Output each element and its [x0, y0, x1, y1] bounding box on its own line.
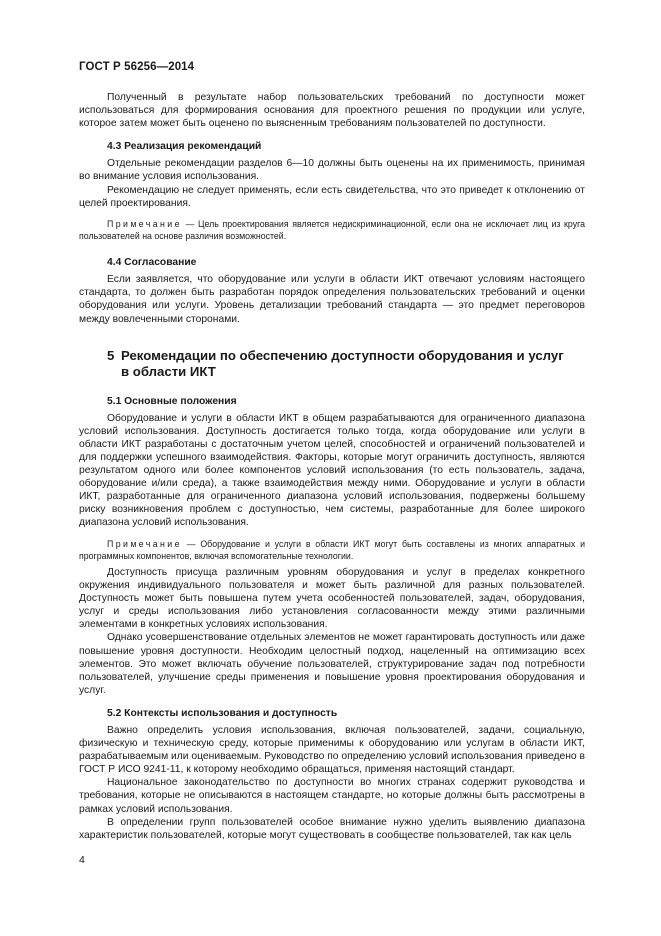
section-heading-4-4: 4.4 Согласование: [107, 257, 197, 269]
section-heading-4-3: 4.3 Реализация рекомендаций: [107, 141, 262, 153]
page-body: [79, 91, 585, 842]
paragraph-holistic-approach: Однако усовершенствование отдельных элементов не может гарантировать доступность или даже повышение уровня доступности. Необходим целостный подход, нацеленный на оптимизацию всех элементов. Это может включать обучение пользователей, структурирование задач под потребности пользователей, улучшение среды применения и повышение уровня проектирования оборудования и услуг.: [79, 632, 585, 696]
paragraph-recommendations-evaluation: Отдельные рекомендации разделов 6—10 должны быть оценены на их применимость, принимая во внимание условия использования.: [79, 158, 585, 183]
paragraph-context-of-use: Важно определить условия использования, включая пользователей, задачи, социальную, физическую и техническую среду, которые применимы к оборудованию или услугам в области ИКТ, разрабатываемым или оцениваемым. Руководство по определению условий использования приведено в ГОСТ Р ИСО 9241-11, к которому необходимо обращаться, применяя настоящий стандарт.: [79, 725, 585, 776]
note-text: — Оборудование и услуги в области ИКТ могут быть составлены из многих аппаратных и программных компонентов, включая вспомогательные технологии.: [79, 538, 585, 561]
chapter-heading-5: [79, 348, 585, 381]
section-heading-5-2: 5.2 Контексты использования и доступность: [107, 707, 338, 719]
page-number: 4: [79, 854, 85, 866]
document-code-header: ГОСТ Р 56256—2014: [79, 61, 195, 73]
note-design-goal: [79, 218, 585, 242]
note-components: [79, 538, 585, 562]
chapter-title-line-1: Рекомендации по обеспечению доступности оборудования и услуг: [121, 347, 564, 363]
paragraph-national-legislation: Национальное законодательство по доступности во многих странах содержит руководства и требования, которые не описываются в настоящем стандарте, но которые должны быть рассмотрены в рамках условий использования.: [79, 777, 585, 815]
note-label: Примечание: [107, 218, 182, 229]
chapter-title-line-2: в области ИКТ: [121, 364, 216, 380]
note-label: Примечание: [107, 538, 182, 549]
paragraph-intro: Полученный в результате набор пользовательских требований по доступности может использоваться для формирования основания для проектного решения по продукции или услуге, которое затем может быть оценено по выясненным требованиям пользователей по доступности.: [79, 92, 585, 130]
section-heading-5-1: 5.1 Основные положения: [107, 395, 237, 407]
paragraph-user-groups: В определении групп пользователей особое внимание нужно уделить выявлению диапазона характеристик пользователей, которые могут существовать в сообществе пользователей, так как цель: [79, 816, 585, 841]
note-text: — Цель проектирования является недискриминационной, если она не исключает лиц из круга пользователей на основе различия возможностей.: [79, 218, 585, 241]
paragraph-accessibility-levels: Доступность присуща различным уровням оборудования и услуг в пределах конкретного окружения индивидуального пользователя и может быть различной для разных пользователей. Доступность может быть повышена путем учета особенностей пользователей, задач, оборудования, услуг и среды использования либо установления согласованности между этими различными элементами в конкретных условиях использования.: [79, 566, 585, 631]
paragraph-conformance: Если заявляется, что оборудование или услуги в области ИКТ отвечают условиям настоящего стандарта, то должен быть разработан порядок определения пользовательских требований и оценки оборудования или услуги. Уровень детализации требований стандарта — это предмет переговоров между вовлеченными сторонами.: [79, 274, 585, 325]
chapter-number: 5: [107, 347, 115, 363]
paragraph-general-provisions: Оборудование и услуги в области ИКТ в общем разрабатываются для ограниченного диапазона условий использования. Доступность достигается только тогда, когда оборудование или услуги в области ИКТ разработаны с достаточным учетом целей, способностей и ограничений пользователей и для поддержки успешного взаимодействия. Факторы, которые могут ограничить доступность, являются результатом одного или более компонентов условий использования (то есть пользователь, задача, оборудование и/или среда), а также взаимодействия между ними. Оборудование и услуги в области ИКТ, разработанные для ограниченного диапазона условий использования, подвержены большему риску возникновения проблем с доступностью, чем системы, разработанные для более широкого диапазона условий использования.: [79, 412, 585, 529]
paragraph-recommendation-rejection: Рекомендацию не следует применять, если есть свидетельства, что это приведет к отклонению от целей проектирования.: [79, 184, 585, 209]
